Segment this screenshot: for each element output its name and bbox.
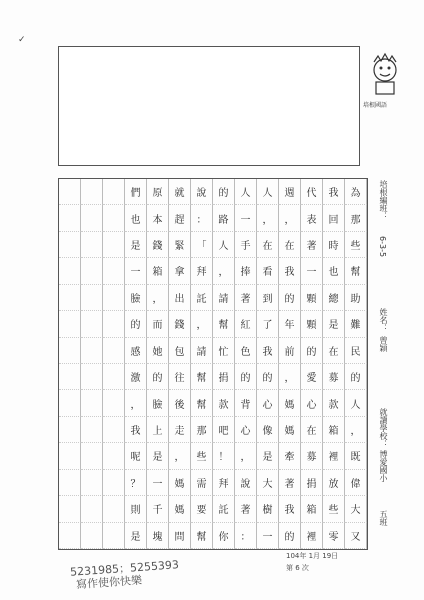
grid-cell: 說 bbox=[191, 179, 213, 205]
grid-cell bbox=[81, 232, 103, 258]
grid-cell: 說 bbox=[235, 470, 257, 496]
grid-cell: 問 bbox=[169, 523, 191, 549]
grid-cell bbox=[59, 390, 81, 416]
grid-cell: 箱 bbox=[147, 258, 169, 284]
grid-cell: 著 bbox=[235, 496, 257, 522]
grid-cell: 像 bbox=[257, 417, 279, 443]
grid-cell: 表 bbox=[301, 205, 323, 231]
grid-cell bbox=[59, 470, 81, 496]
corner-check-mark: ✓ bbox=[18, 35, 26, 45]
school-value: 博愛國小 bbox=[379, 450, 388, 482]
grid-cell bbox=[59, 179, 81, 205]
grid-cell: 塊 bbox=[147, 523, 169, 549]
grid-cell: 激 bbox=[125, 364, 147, 390]
grid-cell bbox=[59, 417, 81, 443]
grid-cell: 募 bbox=[323, 364, 345, 390]
grid-cell: 零 bbox=[323, 523, 345, 549]
grid-cell: 大 bbox=[345, 496, 367, 522]
grid-cell: 心 bbox=[257, 390, 279, 416]
grid-cell bbox=[103, 338, 125, 364]
grid-cell bbox=[103, 443, 125, 469]
grid-cell: 要 bbox=[191, 496, 213, 522]
grid-cell bbox=[59, 205, 81, 231]
grid-cell bbox=[103, 285, 125, 311]
grid-cell: 臉 bbox=[125, 285, 147, 311]
grid-cell: ？ bbox=[125, 470, 147, 496]
grid-cell: 幫 bbox=[213, 311, 235, 337]
grid-cell: 一 bbox=[147, 470, 169, 496]
grid-cell: 捐 bbox=[301, 470, 323, 496]
grid-cell: 了 bbox=[257, 311, 279, 337]
grid-cell: 一 bbox=[301, 258, 323, 284]
grid-cell: 後 bbox=[169, 390, 191, 416]
grid-cell: 人 bbox=[257, 179, 279, 205]
grid-cell: 在 bbox=[301, 417, 323, 443]
grid-cell: 愛 bbox=[301, 364, 323, 390]
grid-cell: 看 bbox=[257, 258, 279, 284]
grid-cell bbox=[59, 232, 81, 258]
grid-cell: 是 bbox=[125, 523, 147, 549]
grid-cell: 些 bbox=[345, 232, 367, 258]
grid-cell: 我 bbox=[279, 258, 301, 284]
grid-cell: 幫 bbox=[191, 364, 213, 390]
grid-cell bbox=[59, 311, 81, 337]
grid-cell: 顆 bbox=[301, 285, 323, 311]
mascot-logo-icon bbox=[362, 52, 408, 98]
grid-cell: 是 bbox=[323, 311, 345, 337]
grid-cell: 拜 bbox=[213, 470, 235, 496]
grid-cell: 出 bbox=[169, 285, 191, 311]
grid-cell: 的 bbox=[147, 364, 169, 390]
grid-cell bbox=[81, 338, 103, 364]
grid-cell: 人 bbox=[345, 390, 367, 416]
grid-cell: ： bbox=[235, 523, 257, 549]
grid-cell bbox=[103, 311, 125, 337]
grid-cell: 捐 bbox=[213, 364, 235, 390]
grid-cell: 是 bbox=[257, 443, 279, 469]
grid-cell: 裡 bbox=[323, 443, 345, 469]
grid-cell: 媽 bbox=[279, 417, 301, 443]
writing-grid bbox=[58, 178, 368, 550]
grid-cell: 既 bbox=[345, 443, 367, 469]
school-label: 就讀學校： bbox=[379, 408, 388, 448]
grid-cell: 千 bbox=[147, 496, 169, 522]
grid-cell: 人 bbox=[235, 179, 257, 205]
grid-cell bbox=[81, 443, 103, 469]
grid-cell bbox=[103, 470, 125, 496]
grid-cell: 顆 bbox=[301, 311, 323, 337]
grid-cell: 大 bbox=[257, 470, 279, 496]
grid-cell bbox=[81, 364, 103, 390]
grid-cell bbox=[81, 470, 103, 496]
grid-cell: 拿 bbox=[169, 258, 191, 284]
grid-cell: 助 bbox=[345, 285, 367, 311]
grid-cell: 樹 bbox=[257, 496, 279, 522]
grid-cell: 們 bbox=[125, 179, 147, 205]
grid-cell: 媽 bbox=[169, 496, 191, 522]
grid-cell: ！ bbox=[213, 443, 235, 469]
grid-cell: 是 bbox=[147, 443, 169, 469]
grid-cell bbox=[81, 417, 103, 443]
grid-cell: 前 bbox=[279, 338, 301, 364]
grid-cell: 著 bbox=[301, 232, 323, 258]
grid-cell: 箱 bbox=[323, 417, 345, 443]
grid-cell: 的 bbox=[257, 364, 279, 390]
grid-cell bbox=[103, 390, 125, 416]
grid-cell: 心 bbox=[235, 417, 257, 443]
grid-cell: 幫 bbox=[191, 390, 213, 416]
grid-cell: ， bbox=[235, 443, 257, 469]
grid-cell: 我 bbox=[257, 338, 279, 364]
grid-cell: 難 bbox=[345, 311, 367, 337]
grid-cell bbox=[59, 443, 81, 469]
section-value: 五班 bbox=[379, 510, 388, 526]
grid-cell: 託 bbox=[191, 285, 213, 311]
grid-cell bbox=[81, 179, 103, 205]
grid-cell: 款 bbox=[323, 390, 345, 416]
grid-cell: 本 bbox=[147, 205, 169, 231]
grid-cell: 著 bbox=[279, 470, 301, 496]
grid-cell: 一 bbox=[125, 258, 147, 284]
grid-cell: 到 bbox=[257, 285, 279, 311]
grid-cell: ： bbox=[191, 205, 213, 231]
grid-cell bbox=[103, 205, 125, 231]
grid-cell bbox=[103, 523, 125, 549]
grid-cell: 偉 bbox=[345, 470, 367, 496]
grid-cell: 的 bbox=[301, 338, 323, 364]
grid-cell: 那 bbox=[345, 205, 367, 231]
grid-cell: 請 bbox=[213, 285, 235, 311]
stamp-slogan: 寫作使你快樂 bbox=[75, 573, 143, 592]
grid-cell: 的 bbox=[235, 364, 257, 390]
grid-cell: 錢 bbox=[147, 232, 169, 258]
grid-cell: 原 bbox=[147, 179, 169, 205]
grid-cell: 在 bbox=[279, 232, 301, 258]
grid-cell bbox=[81, 205, 103, 231]
name-value: 曾穎 bbox=[379, 336, 388, 352]
grid-cell: 在 bbox=[257, 232, 279, 258]
grid-cell: 一 bbox=[257, 523, 279, 549]
teacher-comment-box bbox=[58, 46, 360, 166]
grid-cell: 請 bbox=[191, 338, 213, 364]
name-label: 姓名： bbox=[379, 308, 388, 332]
grid-cell: 些 bbox=[191, 443, 213, 469]
grid-cell: 趕 bbox=[169, 205, 191, 231]
grid-cell: 臉 bbox=[147, 390, 169, 416]
stamp-phone-numbers: 5231985；5255393 bbox=[69, 558, 180, 579]
grid-cell bbox=[81, 258, 103, 284]
grid-cell: 放 bbox=[323, 470, 345, 496]
grid-cell bbox=[81, 523, 103, 549]
grid-cell bbox=[103, 364, 125, 390]
grid-cell: 也 bbox=[323, 258, 345, 284]
grid-cell: 代 bbox=[301, 179, 323, 205]
grid-cell: 回 bbox=[323, 205, 345, 231]
grid-cell: 你 bbox=[213, 523, 235, 549]
grid-cell: 她 bbox=[147, 338, 169, 364]
grid-cell: 我 bbox=[323, 179, 345, 205]
grid-cell: 幫 bbox=[191, 523, 213, 549]
grid-cell bbox=[81, 496, 103, 522]
grid-cell bbox=[103, 179, 125, 205]
grid-cell: 那 bbox=[191, 417, 213, 443]
grid-cell: 也 bbox=[125, 205, 147, 231]
grid-cell: 總 bbox=[323, 285, 345, 311]
grid-cell: 的 bbox=[213, 179, 235, 205]
grid-cell bbox=[81, 390, 103, 416]
grid-cell: 是 bbox=[125, 232, 147, 258]
logo-caption: 培根國語 bbox=[363, 102, 388, 109]
grid-cell: 牽 bbox=[279, 443, 301, 469]
grid-cell: 緊 bbox=[169, 232, 191, 258]
grid-cell: 人 bbox=[213, 232, 235, 258]
grid-cell: 背 bbox=[235, 390, 257, 416]
grid-cell: 則 bbox=[125, 496, 147, 522]
grid-cell: 我 bbox=[279, 496, 301, 522]
grid-cell bbox=[59, 523, 81, 549]
grid-cell: 媽 bbox=[169, 470, 191, 496]
grid-cell: 媽 bbox=[279, 390, 301, 416]
grid-cell: 拜 bbox=[191, 258, 213, 284]
grid-cell: 包 bbox=[169, 338, 191, 364]
grid-cell bbox=[103, 496, 125, 522]
grid-cell bbox=[59, 285, 81, 311]
grid-cell: ， bbox=[345, 417, 367, 443]
grid-cell: 的 bbox=[279, 285, 301, 311]
grid-cell: 就 bbox=[169, 179, 191, 205]
grid-cell: 時 bbox=[323, 232, 345, 258]
grid-cell: ， bbox=[279, 205, 301, 231]
date-line: 104年 1月 19日 bbox=[286, 552, 339, 560]
grid-cell bbox=[103, 417, 125, 443]
grid-cell: 託 bbox=[213, 496, 235, 522]
grid-cell bbox=[103, 258, 125, 284]
grid-cell: 紅 bbox=[235, 311, 257, 337]
grid-cell: 捧 bbox=[235, 258, 257, 284]
grid-cell: 民 bbox=[345, 338, 367, 364]
grid-cell: 募 bbox=[301, 443, 323, 469]
grid-cell: 箱 bbox=[301, 496, 323, 522]
grid-cell: 幫 bbox=[345, 258, 367, 284]
grid-cell: 的 bbox=[345, 364, 367, 390]
student-info-column bbox=[368, 180, 408, 550]
grid-cell: 吧 bbox=[213, 417, 235, 443]
grid-cell: 為 bbox=[345, 179, 367, 205]
grid-cell: 的 bbox=[279, 523, 301, 549]
grid-cell: 在 bbox=[323, 338, 345, 364]
grid-cell: 錢 bbox=[169, 311, 191, 337]
grid-cell: ， bbox=[169, 443, 191, 469]
grid-cell: 款 bbox=[213, 390, 235, 416]
grid-cell bbox=[81, 285, 103, 311]
grid-cell: 裡 bbox=[301, 523, 323, 549]
grid-cell: 又 bbox=[345, 523, 367, 549]
grid-cell: ， bbox=[213, 258, 235, 284]
grid-cell: 色 bbox=[235, 338, 257, 364]
grid-cell: 往 bbox=[169, 364, 191, 390]
grid-cell: 心 bbox=[301, 390, 323, 416]
grid-cell: 呢 bbox=[125, 443, 147, 469]
grid-cell: 週 bbox=[279, 179, 301, 205]
grid-cell bbox=[59, 496, 81, 522]
grid-cell: 些 bbox=[323, 496, 345, 522]
grid-cell bbox=[59, 364, 81, 390]
grid-cell: 著 bbox=[235, 285, 257, 311]
grid-cell: 年 bbox=[279, 311, 301, 337]
grid-cell: ， bbox=[191, 311, 213, 337]
grid-cell bbox=[81, 311, 103, 337]
grid-cell: ， bbox=[147, 285, 169, 311]
submission-count: 第 6 次 bbox=[286, 564, 309, 572]
grid-cell: 忙 bbox=[213, 338, 235, 364]
class-value: 6-3-5 bbox=[378, 236, 387, 258]
grid-cell: 上 bbox=[147, 417, 169, 443]
grid-cell: 路 bbox=[213, 205, 235, 231]
grid-cell: 一 bbox=[235, 205, 257, 231]
grid-cell: 「 bbox=[191, 232, 213, 258]
grid-cell: 需 bbox=[191, 470, 213, 496]
grid-cell: 手 bbox=[235, 232, 257, 258]
grid-cell: ， bbox=[257, 205, 279, 231]
grid-cell: ， bbox=[279, 364, 301, 390]
grid-cell: ， bbox=[125, 390, 147, 416]
grid-cell bbox=[59, 258, 81, 284]
grid-cell: 我 bbox=[125, 417, 147, 443]
grid-cell: 的 bbox=[125, 311, 147, 337]
grid-cell: 走 bbox=[169, 417, 191, 443]
grid-cell: 感 bbox=[125, 338, 147, 364]
grid-cell bbox=[103, 232, 125, 258]
grid-cell bbox=[59, 338, 81, 364]
class-label: 培根編班： bbox=[379, 180, 388, 220]
grid-cell: 而 bbox=[147, 311, 169, 337]
